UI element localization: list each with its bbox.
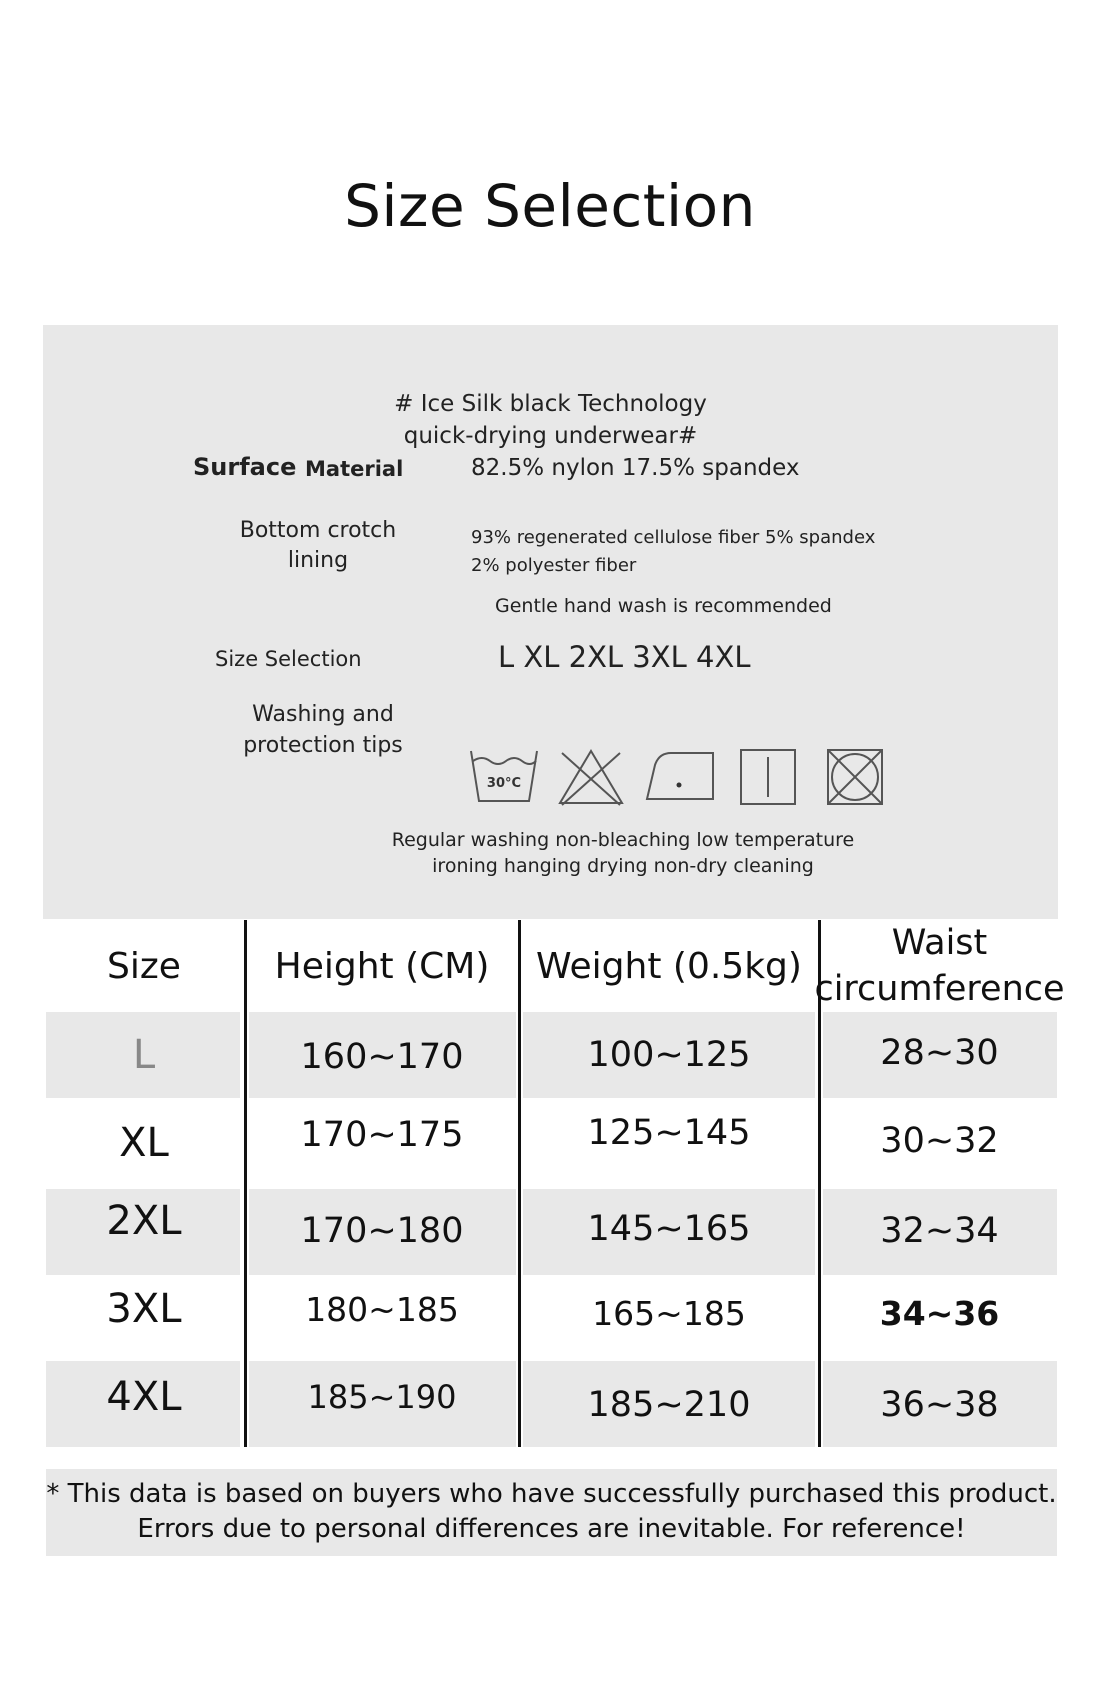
washing-tips-label	[203, 699, 443, 761]
disclaimer-note	[46, 1469, 1057, 1556]
table-cell-weight: 165~185	[592, 1293, 746, 1333]
care-caption	[373, 827, 873, 879]
surface-label: Surface	[193, 453, 297, 481]
disclaimer-line1: * This data is based on buyers who have successfully purchased this product.	[46, 1479, 1057, 1509]
hang-dry-icon	[738, 747, 798, 807]
table-cell-height: 170~180	[300, 1211, 464, 1251]
product-heading	[43, 388, 1058, 452]
header-waist-line2: circumference	[814, 969, 1065, 1009]
table-cell-weight: 185~210	[587, 1385, 751, 1425]
washing-tips-label-line1: Washing and	[252, 702, 394, 727]
product-info-panel	[43, 325, 1058, 919]
washing-tips-label-line2: protection tips	[243, 733, 403, 758]
table-cell-waist: 34~36	[879, 1293, 1000, 1333]
material-label: Material	[305, 457, 404, 481]
care-caption-line1: Regular washing non-bleaching low temperature	[391, 829, 855, 851]
table-cell-weight: 145~165	[587, 1209, 751, 1249]
crotch-lining-value-line2: 2% polyester fiber	[471, 555, 637, 576]
crotch-lining-label	[203, 516, 433, 576]
table-cell-height: 170~175	[300, 1115, 464, 1155]
page-title: Size Selection	[344, 172, 756, 240]
column-divider	[518, 920, 521, 1447]
size-selection-label: Size Selection	[215, 647, 362, 671]
table-cell-waist: 36~38	[880, 1385, 999, 1425]
column-divider	[244, 920, 247, 1447]
surface-material-value: 82.5% nylon 17.5% spandex	[471, 455, 800, 481]
table-cell-height: 185~190	[307, 1378, 457, 1416]
product-heading-line1: # Ice Silk black Technology	[394, 391, 707, 417]
table-cell-weight: 100~125	[587, 1035, 751, 1075]
header-weight: Weight (0.5kg)	[536, 945, 802, 987]
crotch-lining-label-line2: lining	[287, 548, 349, 573]
wash-temp-label: 30°C	[486, 776, 522, 791]
crotch-lining-label-line1: Bottom crotch	[239, 518, 397, 543]
low-temp-iron-icon	[643, 747, 717, 807]
wash-recommendation: Gentle hand wash is recommended	[495, 595, 832, 617]
no-bleach-icon	[556, 747, 626, 807]
table-cell-waist: 28~30	[880, 1033, 999, 1073]
table-cell-height: 160~170	[300, 1037, 464, 1077]
size-options-value: L XL 2XL 3XL 4XL	[498, 640, 751, 674]
size-table	[46, 920, 1065, 1447]
table-cell-size: 2XL	[106, 1198, 182, 1244]
disclaimer-line2: Errors due to personal differences are inevitable. For reference!	[137, 1514, 966, 1544]
table-cell-waist: 30~32	[880, 1121, 999, 1161]
table-cell-weight: 125~145	[587, 1113, 751, 1153]
care-caption-line2: ironing hanging drying non-dry cleaning	[432, 855, 814, 877]
table-cell-size: 3XL	[106, 1286, 182, 1332]
table-cell-size: XL	[119, 1120, 169, 1166]
header-waist	[814, 920, 1065, 1012]
table-cell-size: 4XL	[106, 1374, 182, 1420]
product-heading-line2: quick-drying underwear#	[403, 423, 698, 449]
no-dry-clean-icon	[825, 747, 885, 807]
header-waist-line1: Waist	[891, 923, 988, 963]
table-cell-height: 180~185	[305, 1289, 459, 1329]
header-size: Size	[107, 945, 181, 987]
wash-30c-icon	[468, 747, 540, 807]
table-cell-waist: 32~34	[880, 1211, 999, 1251]
crotch-lining-value-line1: 93% regenerated cellulose fiber 5% spandex	[471, 527, 876, 548]
table-cell-size: L	[132, 1032, 156, 1078]
crotch-lining-value	[471, 524, 875, 580]
header-height: Height (CM)	[274, 945, 490, 987]
